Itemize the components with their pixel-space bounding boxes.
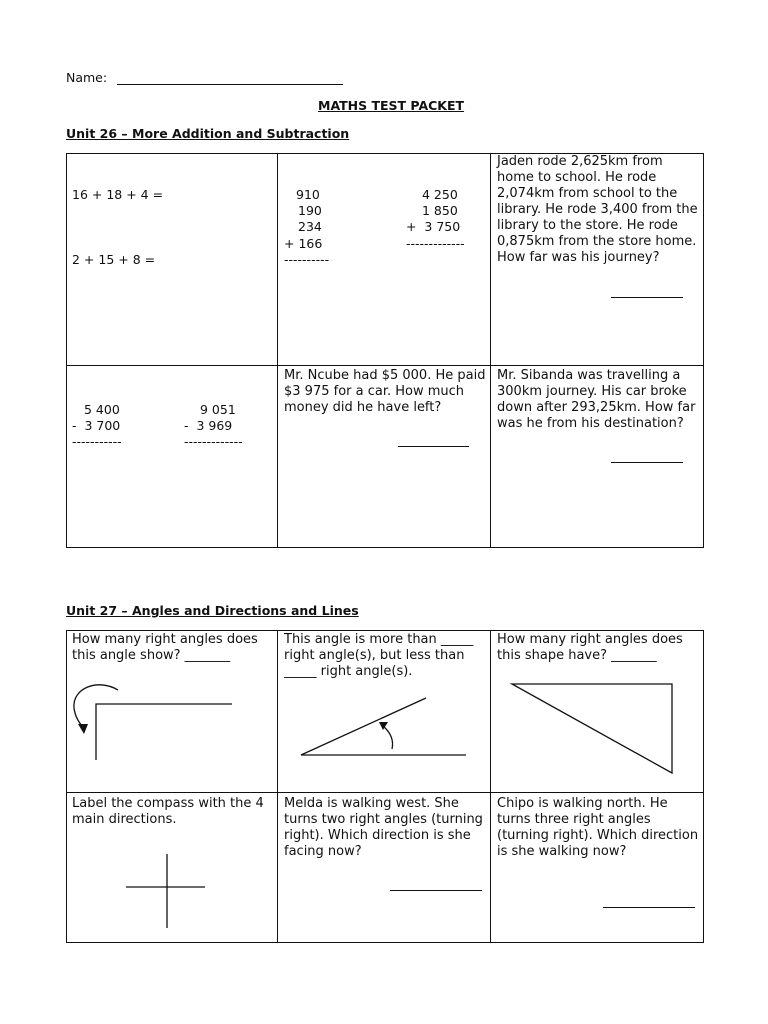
u27-q5-text: Melda is walking west. She turns two right angles (turning right). Which direction is she facing now? [284,796,483,859]
u26-q5-text: Mr. Ncube had $5 000. He paid $3 975 for a car. How much money did he have left? [284,368,486,415]
unit-27-heading: Unit 27 – Angles and Directions and Lines [66,603,359,618]
u26-q6-text: Mr. Sibanda was travelling a 300km journey. His car broke down after 293,25km. How far was he from his destination? [497,368,696,431]
u27-q6-answer-line[interactable] [603,907,695,908]
u27-q6-text: Chipo is walking north. He turns three right angles (turning right). Which direction is she walking now? [497,796,699,859]
name-label: Name: [66,70,108,85]
u27-q1-text: How many right angles does this angle show? _______ [72,632,258,663]
u27-q4-text: Label the compass with the 4 main directions. [72,796,264,827]
u26-q3-text: Jaden rode 2,625km from home to school. He rode 2,074km from school to the library. He rode 3,400 from the library to the store. He rode 0,875km from the store home. How far was his journey? [497,154,698,265]
u26-q1a-text: 16 + 18 + 4 = [72,187,164,202]
page-title: MATHS TEST PACKET [318,98,465,113]
u27-q3-text: How many right angles does this shape have? _______ [497,632,683,663]
u27-q5-answer-line[interactable] [390,890,482,891]
u26-q1b-text: 2 + 15 + 8 = [72,252,156,267]
unit-26-heading: Unit 26 – More Addition and Subtraction [66,126,350,141]
u27-q2-text: This angle is more than _____ right angle(s), but less than _____ right angle(s). [284,632,474,679]
